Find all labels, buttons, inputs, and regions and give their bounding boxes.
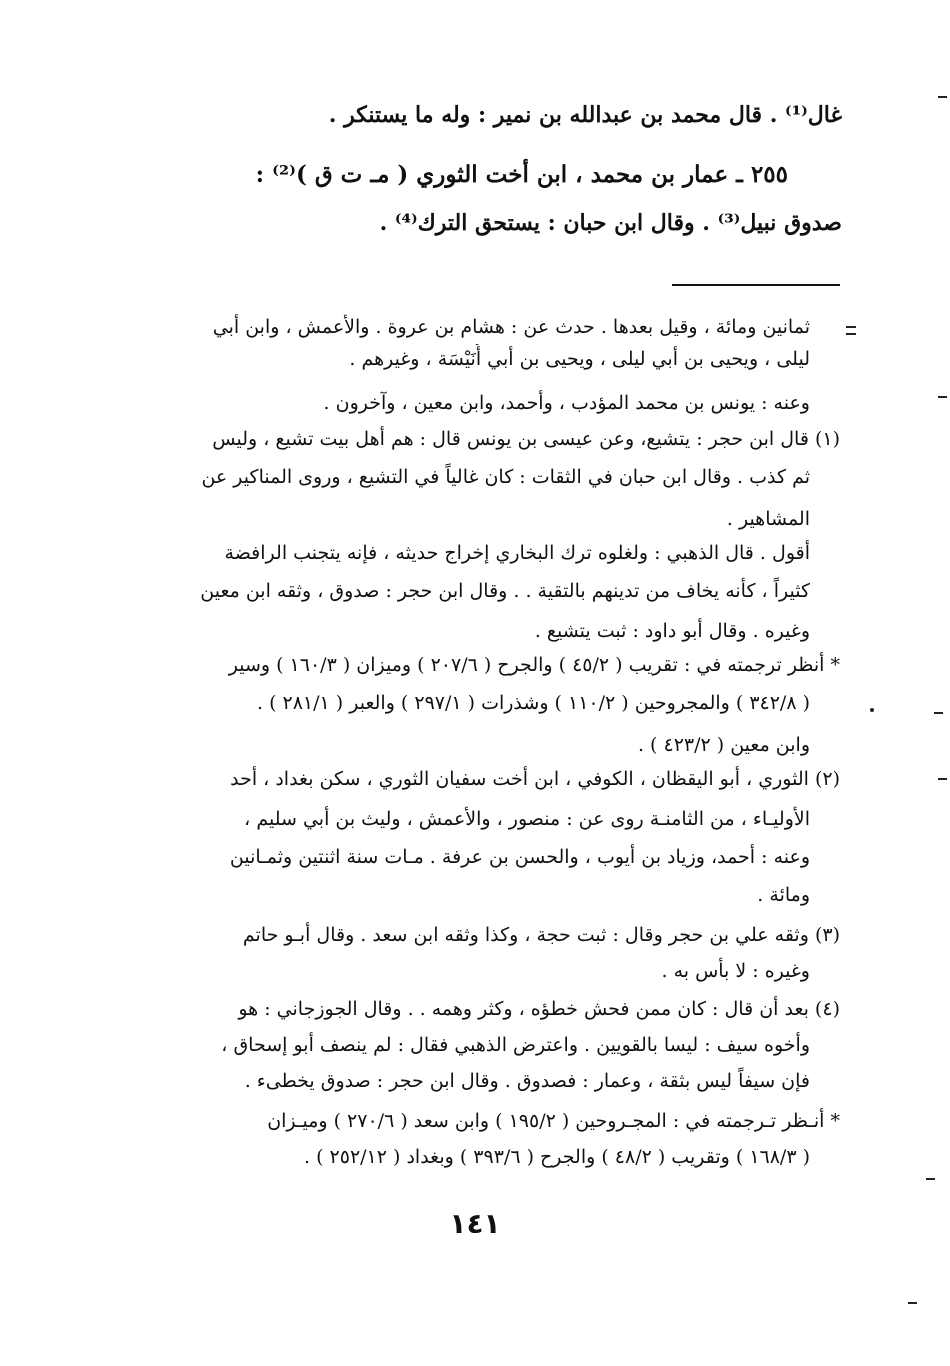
footnote-line: فإن سيفاً ليس بثقة ، وعمار : فصدوق . وقال ابن حجر : صدوق يخطىء . <box>244 1070 810 1092</box>
margin-mark <box>938 396 947 398</box>
footnote-line: (١) قال ابن حجر : يتشيع، وعن عيسى بن يونس قال : هم أهل بيت تشيع ، وليس <box>212 428 840 450</box>
footnote-line: وابن معين ( ٤٢٣/٢ ) . <box>637 734 810 756</box>
margin-mark <box>926 1178 935 1180</box>
footnote-line: ( ١٦٨/٣ ) وتقريب ( ٤٨/٢ ) والجرح ( ٣٩٣/٦ ) وبغداد ( ٢٥٢/١٢ ) . <box>304 1146 810 1168</box>
footnote-line: ثمانين ومائة ، وقيل بعدها . حدث عن : هشام بن عروة . والأعمش ، وابن أبي <box>212 316 810 338</box>
footnote-line: (٢) الثوري ، أبو اليقظان ، الكوفي ، ابن أخت سفيان الثوري ، سكن بغداد ، أحد <box>230 768 840 790</box>
footnote-separator <box>672 284 840 286</box>
footnote-line: ليلى ، ويحيى بن أبي ليلى ، ويحيى بن أبي أُنَيْسَة ، وغيرهم . <box>349 348 810 370</box>
footnote-line: (٣) وثقه علي بن حجر وقال : ثبت حجة ، وكذا وثقه ابن سعد . وقال أبـو حاتم <box>242 924 840 946</box>
entry-heading: ٢٥٥ ـ عمار بن محمد ، ابن أخت الثوري ( مـ ت ق )⁽²⁾ : <box>255 161 788 188</box>
footnote-line: (٤) بعد أن قال : كان ممن فحش خطؤه ، وكثر وهمه . . وقال الجوزجاني : هو <box>238 998 840 1020</box>
footnote-line: أقول . قال الذهبي : ولغلوه ترك البخاري إخراج حديثه ، فإنه يتجنب الرافضة <box>224 542 810 564</box>
margin-mark <box>908 1302 917 1304</box>
footnote-line: وغيره . وقال أبو داود : ثبت يتشيع . <box>534 620 810 642</box>
footnote-line: وأخوه سيف : ليسا بالقويين . واعترض الذهبي فقال : لم ينصف أبو إسحاق ، <box>221 1034 810 1056</box>
footnote-line: ومائة . <box>757 884 810 906</box>
footnote-line: كثيراً ، كأنه يخاف من تدينهم بالتقية . . وقال ابن حجر : صدوق ، وثقه ابن معين <box>200 580 810 602</box>
main-text-line-3: صدوق نبيل⁽³⁾ . وقال ابن حبان : يستحق الترك⁽⁴⁾ . <box>379 210 842 236</box>
footnote-line: الأوليـاء ، من الثامنـة روى عن : منصور ، والأعمش ، وليث بن أبي سليم ، <box>244 808 810 830</box>
footnote-line: وعنه : أحمد، وزياد بن أيوب ، والحسن بن عرفة . مـات سنة اثنتين وثمـانين <box>229 846 810 868</box>
main-text-line-1: غال⁽¹⁾ . قال محمد بن عبدالله بن نمير : وله ما يستنكر . <box>328 102 842 128</box>
margin-mark <box>938 778 947 780</box>
margin-mark <box>938 96 947 98</box>
footnote-line: وغيره : لا بأس به . <box>661 960 810 982</box>
page-number: ١٤١ <box>449 1207 501 1240</box>
footnote-line: ثم كذب . وقال ابن حبان في الثقات : كان غالياً في التشيع ، وروى المناكير عن <box>201 466 810 488</box>
footnote-line: المشاهير . <box>726 508 810 530</box>
continuation-mark <box>846 326 856 335</box>
footnote-line: * أنـظر تـرجمته في : المجـروحين ( ١٩٥/٢ ) وابن سعد ( ٢٧٠/٦ ) وميـزان <box>267 1110 840 1132</box>
footnote-line: * أنظر ترجمته في : تقريب ( ٤٥/٢ ) والجرح ( ٢٠٧/٦ ) وميزان ( ١٦٠/٣ ) وسير <box>228 654 840 676</box>
ink-dot <box>870 708 874 712</box>
footnote-line: وعنه : يونس بن محمد المؤدب ، وأحمد، وابن معين ، وآخرون . <box>323 392 810 414</box>
footnote-line: ( ٣٤٢/٨ ) والمجروحين ( ١١٠/٢ ) وشذرات ( ٢٩٧/١ ) والعبر ( ٢٨١/١ ) . <box>256 692 810 714</box>
margin-mark <box>934 712 943 714</box>
